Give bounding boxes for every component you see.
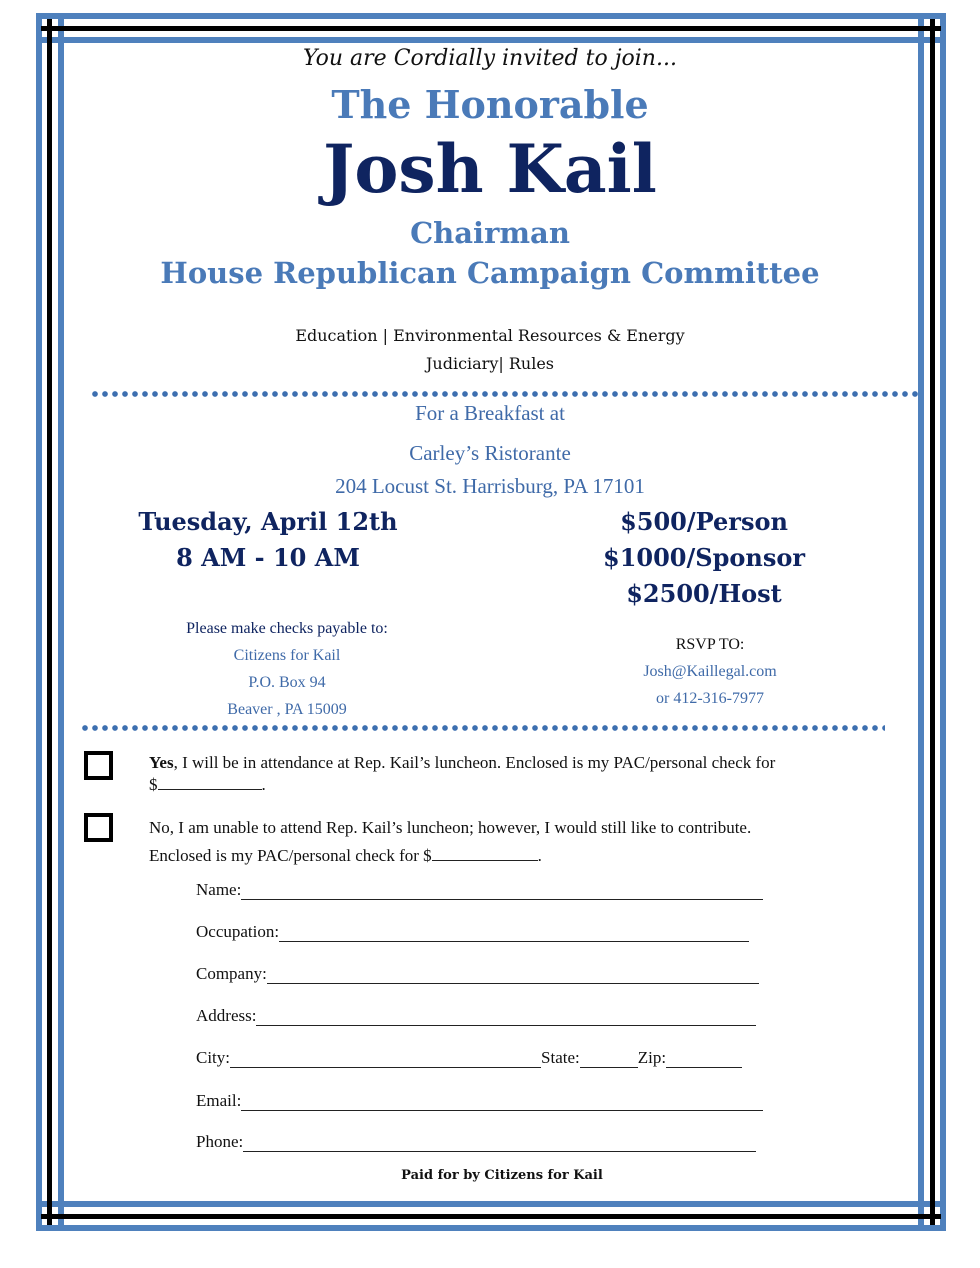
- field-address: [196, 1004, 756, 1026]
- no-amount-field[interactable]: [432, 846, 538, 861]
- price-tier: $500/Person: [620, 507, 788, 536]
- paid-for-disclaimer: Paid for by Citizens for Kail: [401, 1168, 603, 1183]
- payment-heading: Please make checks payable to:: [186, 620, 388, 637]
- field-label-company: Company:: [196, 964, 267, 983]
- border-outer-bottom: [36, 1225, 946, 1231]
- dotted-divider-top: [90, 391, 920, 397]
- yes-text: , I will be in attendance at Rep. Kail’s luncheon. Enclosed is my PAC/personal check for: [173, 753, 776, 772]
- occupation-input[interactable]: [279, 924, 749, 942]
- city-state-zip: Beaver , PA 15009: [227, 701, 347, 718]
- state-input[interactable]: [580, 1050, 638, 1068]
- rsvp-phone: or 412-316-7977: [656, 690, 764, 707]
- event-type: For a Breakfast at: [415, 401, 565, 425]
- event-time: 8 AM - 10 AM: [176, 543, 360, 572]
- yes-amount-prefix: $: [149, 775, 158, 794]
- no-line-1: No, I am unable to attend Rep. Kail’s luncheon; however, I would still like to contribute.: [149, 818, 752, 837]
- field-label-city: City:: [196, 1048, 231, 1067]
- border-outer-top: [36, 13, 946, 19]
- field-label-address: Address:: [196, 1006, 257, 1025]
- field-label-occupation: Occupation:: [196, 922, 280, 941]
- response-yes-text: [149, 752, 909, 796]
- field-occupation: [196, 920, 749, 942]
- honoree-name: Josh Kail: [323, 130, 657, 208]
- field-phone: [196, 1130, 756, 1152]
- organization: House Republican Campaign Committee: [160, 256, 820, 290]
- city-input[interactable]: [230, 1050, 541, 1068]
- dotted-divider-bottom: [80, 725, 885, 731]
- field-company: [196, 962, 759, 984]
- price-tier: $1000/Sponsor: [603, 543, 805, 572]
- field-name: [196, 878, 763, 900]
- invite-line: You are Cordially invited to join...: [303, 46, 677, 71]
- field-label-name: Name:: [196, 880, 242, 899]
- payee: Citizens for Kail: [233, 647, 341, 664]
- honoree-title: Chairman: [410, 216, 570, 250]
- company-input[interactable]: [267, 966, 759, 984]
- venue-address: 204 Locust St. Harrisburg, PA 17101: [335, 474, 645, 498]
- committees-line-2: Judiciary| Rules: [425, 354, 554, 373]
- address-input[interactable]: [256, 1008, 756, 1026]
- yes-lead: Yes: [149, 753, 174, 772]
- no-line-2: Enclosed is my PAC/personal check for $: [149, 846, 432, 865]
- response-no-text: [149, 814, 909, 870]
- no-amount-suffix: .: [537, 846, 542, 865]
- yes-amount-field[interactable]: [158, 775, 262, 790]
- border-inner-top: [36, 37, 946, 43]
- yes-amount-suffix: .: [261, 775, 266, 794]
- name-input[interactable]: [241, 882, 763, 900]
- field-label-state: State:: [541, 1048, 580, 1067]
- price-tier: $2500/Host: [626, 579, 782, 608]
- field-email: [196, 1089, 763, 1111]
- field-label-email: Email:: [196, 1091, 242, 1110]
- honorific: The Honorable: [331, 82, 649, 127]
- event-date: Tuesday, April 12th: [138, 507, 398, 536]
- committees-line-1: Education | Environmental Resources & Energy: [295, 326, 685, 345]
- checkbox-no[interactable]: [84, 813, 113, 842]
- field-label-phone: Phone:: [196, 1132, 244, 1151]
- po-box: P.O. Box 94: [248, 674, 326, 691]
- zip-input[interactable]: [666, 1050, 742, 1068]
- rsvp-heading: RSVP TO:: [675, 636, 745, 653]
- checkbox-yes[interactable]: [84, 751, 113, 780]
- border-black-bottom: [41, 1214, 941, 1219]
- phone-input[interactable]: [243, 1134, 756, 1152]
- field-label-zip: Zip:: [637, 1048, 667, 1067]
- border-inner-bottom: [36, 1201, 946, 1207]
- email-input[interactable]: [241, 1093, 763, 1111]
- border-black-top: [41, 26, 941, 31]
- field-city-state-zip: [196, 1046, 742, 1068]
- venue-name: Carley’s Ristorante: [409, 441, 571, 465]
- rsvp-email[interactable]: Josh@Kaillegal.com: [643, 663, 777, 680]
